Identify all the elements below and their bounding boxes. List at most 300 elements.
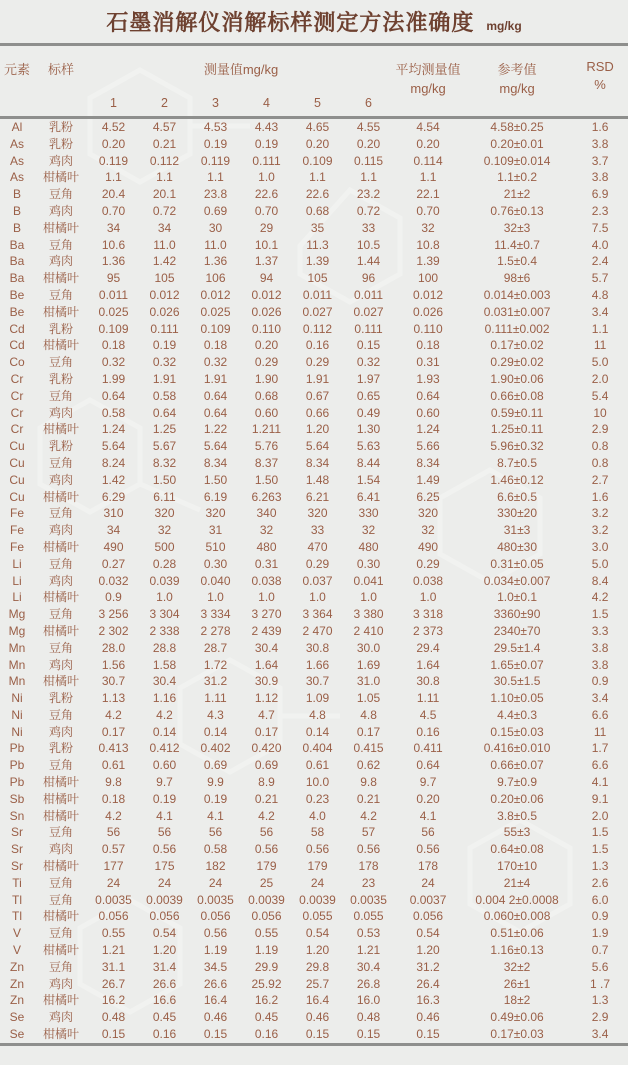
- cell-measure-2: 26.6: [152, 976, 177, 991]
- table-row: [0, 337, 628, 354]
- cell-measure-4: 0.69: [254, 758, 279, 773]
- table-row: [0, 556, 628, 573]
- cell-rsd: 3.8: [591, 640, 609, 655]
- cell-sample: 鸡肉: [48, 203, 73, 218]
- cell-average: 1.0: [419, 590, 437, 605]
- cell-measure-3: 30: [208, 220, 223, 235]
- cell-reference: 0.014±0.003: [483, 287, 551, 302]
- cell-sample: 柑橘叶: [42, 271, 79, 286]
- cell-measure-6: 16.0: [356, 993, 381, 1008]
- cell-measure-1: 0.57: [101, 842, 126, 857]
- table-header: [0, 45, 628, 118]
- cell-measure-1: 20.4: [101, 187, 126, 202]
- cell-measure-2: 1.20: [152, 943, 177, 958]
- cell-measure-5: 0.0039: [299, 892, 336, 907]
- cell-measure-3: 31: [208, 523, 223, 538]
- cell-element: Fe: [9, 523, 24, 538]
- table-row: [0, 925, 628, 942]
- cell-measure-5: 0.055: [302, 909, 333, 924]
- cell-average: 0.0037: [409, 892, 447, 907]
- cell-measure-3: 23.8: [203, 187, 228, 202]
- cell-measure-5: 22.6: [305, 187, 330, 202]
- cell-element: Cr: [10, 371, 24, 386]
- cell-measure-3: 24: [208, 875, 223, 890]
- cell-reference: 1.90±0.06: [490, 371, 544, 386]
- cell-measure-5: 5.64: [305, 439, 330, 454]
- cell-measure-5: 8.34: [305, 455, 330, 470]
- header-reference: [462, 45, 572, 118]
- cell-rsd: 1.5: [591, 825, 609, 840]
- cell-reference: 5.96±0.32: [490, 439, 544, 454]
- cell-reference: 0.76±0.13: [490, 203, 544, 218]
- cell-sample: 柑橘叶: [42, 220, 79, 235]
- cell-measure-4: 340: [256, 506, 277, 521]
- table-row: [0, 791, 628, 808]
- cell-measure-5: 179: [307, 859, 328, 874]
- cell-average: 32: [421, 523, 435, 538]
- table-row: [0, 1009, 628, 1026]
- table-row: [0, 623, 628, 640]
- cell-measure-1: 0.119: [98, 153, 129, 168]
- cell-measure-3: 1.50: [203, 472, 228, 487]
- cell-measure-5: 0.29: [305, 355, 330, 370]
- cell-element: V: [12, 926, 21, 941]
- cell-measure-2: 1.91: [152, 371, 177, 386]
- cell-measure-4: 0.110: [251, 321, 282, 336]
- cell-measure-2: 30.4: [152, 674, 177, 689]
- cell-sample: 豆角: [48, 758, 73, 773]
- cell-measure-1: 4.2: [105, 707, 122, 722]
- cell-average: 31.2: [416, 959, 440, 974]
- cell-measure-6: 0.53: [356, 926, 381, 941]
- cell-element: Mn: [8, 640, 26, 655]
- table-row: [0, 959, 628, 976]
- cell-element: Co: [9, 355, 25, 370]
- cell-reference: 0.20±0.06: [490, 791, 544, 806]
- cell-reference: 1.25±0.11: [490, 422, 544, 437]
- cell-element: Tl: [12, 892, 22, 907]
- cell-average: 0.29: [416, 556, 440, 571]
- cell-measure-3: 0.012: [200, 287, 231, 302]
- cell-measure-2: 0.28: [152, 556, 177, 571]
- table-row: [0, 388, 628, 405]
- cell-element: Cu: [9, 455, 25, 470]
- cell-reference: 1.5±0.4: [497, 254, 538, 269]
- cell-sample: 豆角: [48, 237, 73, 252]
- cell-measure-6: 33: [361, 220, 376, 235]
- cell-element: Pb: [9, 758, 25, 773]
- cell-measure-1: 2 302: [98, 623, 129, 638]
- header-measure-col-4: 4: [263, 96, 270, 111]
- cell-measure-3: 1.72: [203, 657, 228, 672]
- table-row: [0, 908, 628, 925]
- cell-measure-6: 96: [361, 271, 376, 286]
- cell-measure-4: 94: [259, 271, 274, 286]
- cell-measure-1: 6.29: [101, 489, 126, 504]
- cell-element: As: [9, 136, 24, 151]
- cell-measure-6: 5.63: [356, 439, 381, 454]
- cell-rsd: 7.5: [591, 220, 609, 235]
- cell-measure-4: 0.31: [254, 556, 279, 571]
- cell-element: Mg: [8, 623, 26, 638]
- cell-measure-2: 11.0: [153, 237, 176, 252]
- cell-element: As: [9, 153, 24, 168]
- cell-measure-1: 0.18: [101, 338, 126, 353]
- cell-reference: 0.59±0.11: [490, 405, 544, 420]
- cell-element: Be: [9, 304, 25, 319]
- cell-average: 1.39: [416, 254, 440, 269]
- cell-measure-3: 0.0035: [197, 892, 234, 907]
- cell-average: 10.8: [416, 237, 440, 252]
- cell-measure-3: 0.58: [203, 842, 228, 857]
- cell-measure-3: 0.19: [203, 136, 228, 151]
- cell-reference: 1.16±0.13: [490, 943, 544, 958]
- cell-measure-3: 0.109: [200, 321, 231, 336]
- cell-measure-4: 8.9: [258, 775, 275, 790]
- cell-measure-3: 1.36: [203, 254, 228, 269]
- cell-measure-3: 2 278: [200, 623, 231, 638]
- cell-measure-4: 30.4: [254, 640, 279, 655]
- cell-rsd: 0.8: [591, 455, 609, 470]
- cell-measure-2: 2 338: [149, 623, 180, 638]
- cell-measure-5: 320: [307, 506, 328, 521]
- table-row: [0, 1026, 628, 1044]
- cell-element: B: [12, 187, 21, 202]
- cell-measure-6: 1.21: [356, 943, 381, 958]
- cell-measure-6: 0.15: [356, 338, 381, 353]
- cell-measure-4: 29: [259, 220, 274, 235]
- cell-reference: 0.109±0.014: [483, 153, 551, 168]
- cell-measure-5: 0.011: [302, 287, 333, 302]
- cell-rsd: 3.3: [591, 623, 609, 638]
- cell-element: Ba: [9, 254, 25, 269]
- cell-measure-1: 0.18: [101, 791, 126, 806]
- cell-reference: 0.17±0.03: [490, 1027, 544, 1042]
- cell-measure-4: 30.9: [254, 674, 279, 689]
- table-row: [0, 237, 628, 254]
- cell-element: Fe: [9, 506, 24, 521]
- cell-measure-3: 1.11: [204, 691, 227, 706]
- cell-rsd: 3.8: [591, 170, 609, 185]
- cell-measure-2: 4.1: [156, 808, 173, 823]
- cell-rsd: 1.1: [591, 321, 609, 336]
- cell-reference: 32±2: [503, 959, 531, 974]
- cell-reference: 26±1: [503, 976, 531, 991]
- cell-average: 0.31: [416, 355, 440, 370]
- cell-measure-6: 0.30: [356, 556, 381, 571]
- cell-measure-4: 32: [259, 523, 274, 538]
- table-row: [0, 573, 628, 590]
- cell-rsd: 0.9: [591, 909, 609, 924]
- cell-measure-1: 1.24: [101, 422, 126, 437]
- cell-average: 0.056: [413, 909, 444, 924]
- cell-element: Ba: [9, 237, 25, 252]
- cell-sample: 豆角: [48, 355, 73, 370]
- cell-measure-1: 0.70: [101, 203, 126, 218]
- cell-sample: 鸡肉: [48, 153, 73, 168]
- cell-sample: 豆角: [48, 506, 73, 521]
- table-row: [0, 640, 628, 657]
- cell-measure-4: 1.37: [254, 254, 279, 269]
- header-reference-label: 参考值: [497, 62, 537, 77]
- cell-average: 0.20: [416, 136, 440, 151]
- cell-measure-4: 4.2: [258, 808, 275, 823]
- cell-measure-1: 16.2: [101, 993, 126, 1008]
- cell-average: 0.038: [413, 573, 444, 588]
- cell-average: 0.56: [416, 842, 440, 857]
- cell-measure-3: 28.7: [203, 640, 228, 655]
- cell-rsd: 3.4: [591, 1027, 609, 1042]
- cell-measure-2: 0.112: [149, 153, 180, 168]
- cell-sample: 鸡肉: [48, 523, 73, 538]
- cell-measure-6: 0.041: [353, 573, 384, 588]
- cell-measure-2: 0.54: [152, 926, 177, 941]
- cell-element: Sb: [9, 791, 25, 806]
- cell-rsd: 3.7: [591, 153, 609, 168]
- cell-sample: 豆角: [48, 455, 73, 470]
- header-reference-unit: mg/kg: [499, 81, 535, 96]
- cell-average: 8.34: [416, 455, 440, 470]
- cell-reference: 1.1±0.2: [497, 170, 538, 185]
- table-row: [0, 153, 628, 170]
- cell-measure-6: 1.54: [356, 472, 381, 487]
- cell-sample: 柑橘叶: [42, 539, 79, 554]
- cell-element: Zn: [9, 976, 24, 991]
- cell-measure-1: 0.032: [98, 573, 129, 588]
- cell-rsd: 8.4: [591, 573, 609, 588]
- page-title: 石墨消解仪消解标样测定方法准确度: [106, 10, 475, 35]
- cell-reference: 29.5±1.4: [493, 640, 541, 655]
- cell-measure-6: 0.21: [356, 791, 381, 806]
- table-row: [0, 270, 628, 287]
- cell-reference: 0.031±0.007: [483, 304, 551, 319]
- cell-measure-6: 0.49: [356, 405, 381, 420]
- cell-reference: 8.7±0.5: [497, 455, 538, 470]
- table-row: [0, 371, 628, 388]
- cell-measure-2: 0.0039: [146, 892, 183, 907]
- cell-measure-4: 0.026: [251, 304, 282, 319]
- cell-measure-1: 30.7: [101, 674, 126, 689]
- cell-measure-4: 22.6: [254, 187, 279, 202]
- header-average: [394, 45, 462, 118]
- cell-measure-5: 1.20: [305, 943, 330, 958]
- cell-measure-4: 56: [259, 825, 274, 840]
- cell-average: 0.20: [416, 791, 440, 806]
- cell-element: Pb: [9, 741, 25, 756]
- cell-measure-3: 1.91: [203, 371, 228, 386]
- table-row: [0, 740, 628, 757]
- cell-measure-1: 9.8: [105, 775, 122, 790]
- cell-measure-2: 105: [154, 271, 175, 286]
- cell-average: 4.54: [416, 120, 440, 134]
- cell-rsd: 1.3: [591, 859, 609, 874]
- cell-rsd: 11: [593, 724, 607, 739]
- cell-measure-3: 4.1: [207, 808, 224, 823]
- cell-rsd: 1.6: [591, 489, 609, 504]
- cell-measure-1: 34: [106, 523, 121, 538]
- cell-measure-5: 1.0: [309, 590, 326, 605]
- table-row: [0, 522, 628, 539]
- cell-average: 0.64: [416, 758, 440, 773]
- cell-measure-6: 1.1: [360, 170, 377, 185]
- cell-measure-4: 25: [259, 875, 274, 890]
- cell-sample: 鸡肉: [48, 405, 73, 420]
- cell-measure-3: 510: [205, 539, 226, 554]
- cell-reference: 55±3: [503, 825, 531, 840]
- table-row: [0, 606, 628, 623]
- cell-measure-5: 6.21: [305, 489, 330, 504]
- cell-average: 4.1: [419, 808, 437, 823]
- cell-rsd: 1.6: [591, 120, 609, 134]
- cell-measure-5: 3 364: [302, 607, 333, 622]
- cell-measure-5: 1.91: [305, 371, 330, 386]
- cell-measure-3: 11.0: [204, 237, 227, 252]
- cell-measure-1: 0.55: [101, 926, 126, 941]
- cell-measure-3: 9.9: [207, 775, 224, 790]
- cell-element: Fe: [9, 539, 24, 554]
- cell-measure-6: 0.055: [353, 909, 384, 924]
- cell-element: Ni: [11, 724, 23, 739]
- cell-measure-6: 0.115: [353, 153, 384, 168]
- cell-sample: 乳粉: [48, 321, 73, 336]
- cell-measure-6: 6.41: [356, 489, 381, 504]
- cell-measure-2: 20.1: [152, 187, 177, 202]
- cell-element: B: [12, 203, 21, 218]
- cell-measure-1: 0.32: [101, 355, 126, 370]
- cell-measure-6: 0.011: [353, 287, 384, 302]
- cell-measure-5: 33: [310, 523, 325, 538]
- cell-sample: 乳粉: [48, 691, 73, 706]
- cell-measure-4: 1.90: [254, 371, 279, 386]
- cell-average: 1.20: [416, 943, 440, 958]
- cell-measure-2: 31.4: [152, 959, 177, 974]
- cell-measure-3: 6.19: [203, 489, 228, 504]
- cell-measure-2: 0.19: [152, 338, 177, 353]
- cell-measure-4: 1.12: [254, 691, 279, 706]
- cell-measure-1: 310: [103, 506, 124, 521]
- table-row: [0, 118, 628, 136]
- cell-reference: 4.58±0.25: [490, 120, 544, 134]
- cell-rsd: 11: [593, 338, 607, 353]
- cell-rsd: 6.6: [591, 707, 609, 722]
- cell-measure-5: 0.61: [305, 758, 330, 773]
- cell-reference: 0.15±0.03: [490, 724, 544, 739]
- cell-element: Ba: [9, 271, 25, 286]
- cell-measure-2: 0.19: [152, 791, 177, 806]
- cell-measure-3: 0.30: [203, 556, 228, 571]
- cell-rsd: 2.9: [591, 422, 609, 437]
- cell-measure-3: 106: [205, 271, 226, 286]
- cell-average: 56: [421, 825, 435, 840]
- cell-reference: 3360±90: [493, 607, 541, 622]
- cell-measure-5: 4.0: [309, 808, 326, 823]
- cell-average: 178: [418, 859, 439, 874]
- cell-sample: 乳粉: [48, 120, 73, 134]
- cell-measure-6: 3 380: [353, 607, 384, 622]
- cell-measure-6: 0.111: [354, 321, 383, 336]
- cell-measure-4: 0.17: [254, 724, 279, 739]
- cell-measure-5: 105: [307, 271, 328, 286]
- cell-element: Cu: [9, 489, 25, 504]
- cell-measure-1: 0.056: [98, 909, 129, 924]
- cell-rsd: 1.7: [591, 741, 609, 756]
- cell-measure-3: 56: [208, 825, 223, 840]
- cell-measure-3: 4.53: [203, 120, 228, 134]
- cell-measure-5: 0.112: [302, 321, 333, 336]
- cell-element: B: [12, 220, 21, 235]
- cell-rsd: 4.1: [591, 775, 609, 790]
- cell-measure-5: 1.66: [305, 657, 330, 672]
- cell-measure-1: 0.15: [101, 1027, 126, 1042]
- table-row: [0, 539, 628, 556]
- header-rsd: [572, 45, 628, 118]
- cell-measure-6: 23: [361, 875, 376, 890]
- cell-measure-5: 0.29: [305, 556, 330, 571]
- cell-measure-2: 320: [154, 506, 175, 521]
- cell-measure-2: 1.50: [152, 472, 177, 487]
- cell-measure-5: 0.404: [302, 741, 333, 756]
- cell-sample: 柑橘叶: [42, 791, 79, 806]
- cell-measure-1: 0.27: [101, 556, 126, 571]
- cell-measure-5: 0.109: [302, 153, 333, 168]
- cell-average: 0.012: [413, 287, 444, 302]
- table-row: [0, 875, 628, 892]
- cell-reference: 98±6: [503, 271, 531, 286]
- cell-reference: 11.4±0.7: [494, 237, 540, 252]
- cell-measure-4: 1.211: [251, 422, 282, 437]
- cell-measure-4: 0.21: [254, 791, 279, 806]
- cell-measure-1: 1.56: [101, 657, 126, 672]
- cell-measure-1: 1.36: [101, 254, 126, 269]
- cell-sample: 乳粉: [48, 439, 73, 454]
- cell-measure-2: 32: [157, 523, 172, 538]
- cell-rsd: 0.8: [591, 439, 609, 454]
- cell-average: 5.66: [416, 439, 440, 454]
- cell-average: 16.3: [416, 993, 440, 1008]
- cell-average: 30.8: [416, 674, 440, 689]
- cell-sample: 柑橘叶: [42, 422, 79, 437]
- cell-reference: 2340±70: [493, 623, 541, 638]
- table-row: [0, 757, 628, 774]
- cell-measure-3: 1.1: [207, 170, 224, 185]
- cell-average: 26.4: [416, 976, 440, 991]
- table-row: [0, 673, 628, 690]
- cell-reference: 0.111±0.002: [484, 321, 550, 336]
- page-title-bar: [0, 0, 628, 43]
- cell-measure-6: 0.32: [356, 355, 381, 370]
- cell-element: Cr: [10, 422, 24, 437]
- header-element: 元素: [3, 62, 30, 77]
- cell-measure-4: 16.2: [254, 993, 279, 1008]
- cell-sample: 乳粉: [48, 136, 73, 151]
- cell-reference: 18±2: [503, 993, 531, 1008]
- cell-measure-3: 0.025: [200, 304, 231, 319]
- cell-measure-5: 0.66: [305, 405, 330, 420]
- cell-measure-2: 1.1: [156, 170, 173, 185]
- cell-measure-3: 0.18: [203, 338, 228, 353]
- cell-average: 9.7: [419, 775, 437, 790]
- cell-measure-1: 1.13: [101, 691, 126, 706]
- cell-measure-4: 0.70: [254, 203, 279, 218]
- cell-measure-2: 0.72: [152, 203, 177, 218]
- cell-element: Li: [12, 556, 22, 571]
- cell-measure-3: 0.040: [200, 573, 231, 588]
- cell-average: 0.411: [413, 741, 443, 756]
- cell-measure-4: 2 439: [251, 623, 282, 638]
- header-average-unit: mg/kg: [410, 81, 446, 96]
- cell-average: 1.49: [416, 472, 440, 487]
- table-row: [0, 657, 628, 674]
